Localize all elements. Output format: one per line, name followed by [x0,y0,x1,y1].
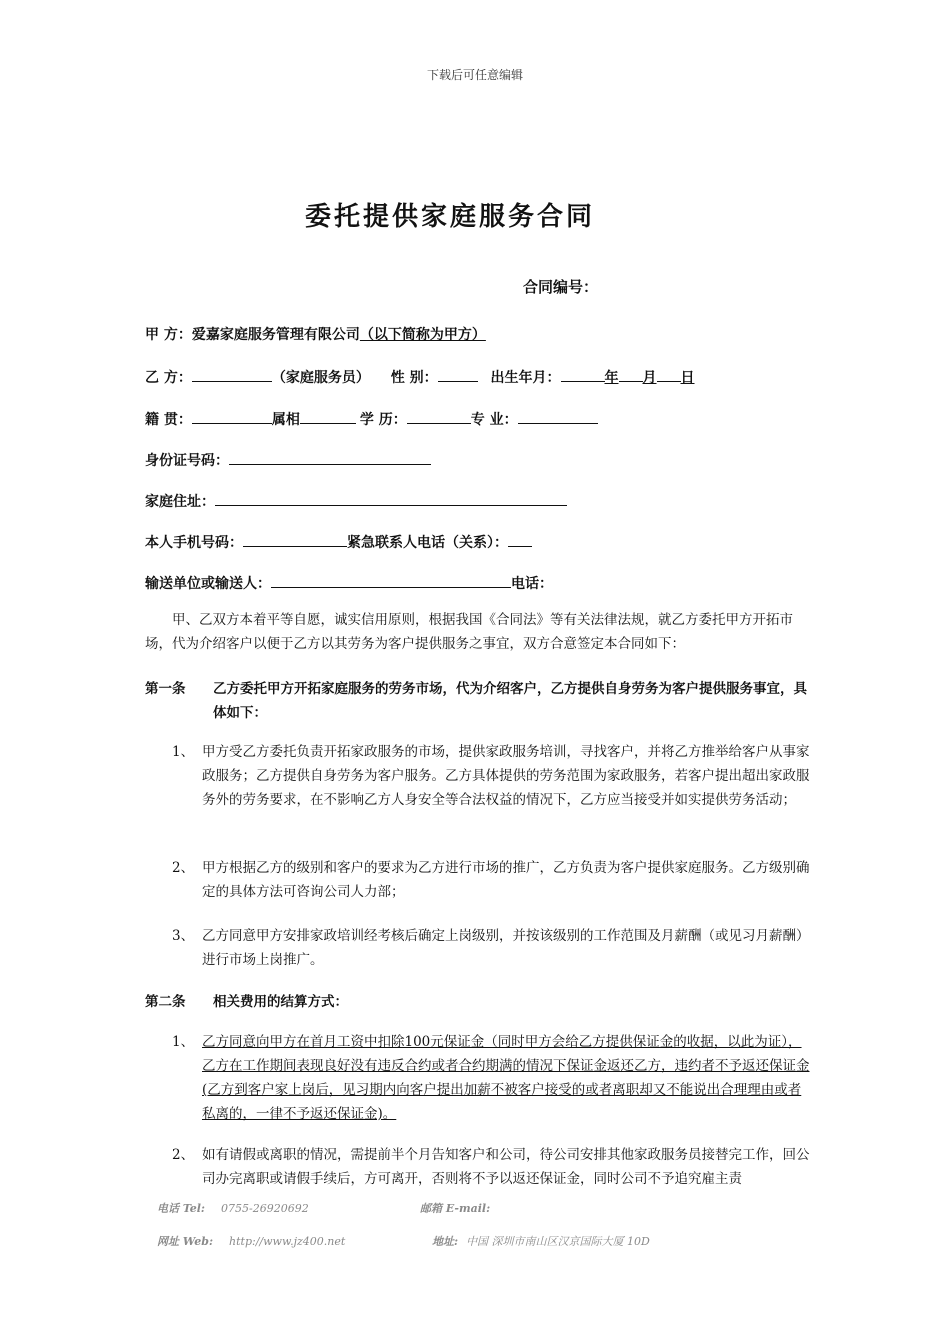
id-blank[interactable] [229,450,431,465]
party-b-row [145,367,695,387]
education-label: 学 历： [359,412,407,428]
article-2-text: 相关费用的结算方式： [213,994,348,1010]
party-a-row [145,324,486,344]
native-place-label: 籍 贯： [145,412,192,428]
emergency-contact-label: 紧急联系人电话（关系）： [347,535,508,551]
item-number: 3、 [172,928,195,944]
major-label: 专 业： [470,412,518,428]
zodiac-blank[interactable] [300,409,356,424]
item-text: 乙方同意向甲方在首月工资中扣除100元保证金（同时甲方会给乙方提供保证金的收据，以此为证），乙方在工作期间表现良好没有违反合约或者合约期满的情况下保证金返还乙方，违约者不予返还保证金(乙方到客户家上岗后，见习期内向客户提出加薪不被客户接受的或者离职却又不能说出合理理由或者私离的，一律不予返还保证金)。 [202,1034,810,1122]
address-blank[interactable] [215,491,567,506]
address-row [145,491,567,511]
party-a-name: 爱嘉家庭服务管理有限公司 [191,327,360,343]
gender-label: 性 别： [390,370,438,386]
article-2-heading [145,990,815,1014]
sender-blank[interactable] [271,573,511,588]
item-number: 2、 [172,860,195,876]
birth-label: 出生年月： [490,370,561,386]
footer-tel-value: 0755-26920692 [221,1202,309,1215]
footer-tel-label: 电话 Tel: [157,1202,205,1215]
birth-month-label: 月 [642,370,657,386]
party-b-label: 乙 方： [145,370,192,386]
party-b-role: （家庭服务员） [271,370,370,386]
major-blank[interactable] [518,409,598,424]
footer-address [432,1233,650,1249]
header-note: 下载后可任意编辑 [426,68,523,82]
footer-web-label: 网址 Web: [157,1235,214,1248]
footer-address-value: 中国 深圳市南山区汉京国际大厦 10D [466,1235,650,1248]
gender-blank[interactable] [438,367,478,382]
party-b-name-blank[interactable] [192,367,272,382]
birth-day-label: 日 [680,370,695,386]
native-place-row [145,409,598,429]
page-title: 委托提供家庭服务合同 [304,202,595,232]
article-2-item [172,1030,812,1126]
party-a-suffix: （以下简称为甲方） [359,327,486,343]
article-1-item [172,856,812,904]
article-1-heading [145,677,815,725]
sender-row [145,573,553,593]
birth-day-blank[interactable] [657,367,681,382]
birth-year-label: 年 [604,370,619,386]
native-place-blank[interactable] [192,409,272,424]
intro-paragraph: 甲、乙双方本着平等自愿，诚实信用原则，根据我国《合同法》等有关法律法规，就乙方委托甲方开拓市场，代为介绍客户以便于乙方以其劳务为客户提供服务之事宜，双方合意签定本合同如下： [145,612,793,652]
footer-email [420,1200,506,1216]
footer-web [157,1233,345,1249]
footer-tel [157,1200,309,1216]
birth-year-blank[interactable] [561,367,605,382]
footer-email-label: 邮箱 E-mail: [420,1202,491,1215]
item-text: 甲方受乙方委托负责开拓家政服务的市场，提供家政服务培训，寻找客户，并将乙方推举给客户从事家政服务；乙方提供自身劳务为客户服务。乙方具体提供的劳务范围为家政服务，若客户提出超出家政服务外的劳务要求，在不影响乙方人身安全等合法权益的情况下，乙方应当接受并如实提供劳务活动； [202,744,810,808]
item-number: 1、 [172,744,195,760]
party-a-label: 甲 方： [145,327,192,343]
sender-label: 输送单位或输送人： [145,576,271,592]
id-row [145,450,431,470]
phone-label: 本人手机号码： [145,535,243,551]
article-2-item [172,1143,812,1191]
contract-number-label: 合同编号： [523,278,599,296]
zodiac-label: 属相 [271,412,300,428]
item-text: 乙方同意甲方安排家政培训经考核后确定上岗级别，并按该级别的工作范围及月薪酬（或见习月薪酬）进行市场上岗推广。 [202,928,810,968]
address-label: 家庭住址： [145,494,215,510]
article-1-text: 乙方委托甲方开拓家庭服务的劳务市场，代为介绍客户，乙方提供自身劳务为客户提供服务事宜，具体如下： [213,681,807,721]
item-text: 如有请假或离职的情况，需提前半个月告知客户和公司，待公司安排其他家政服务员接替完工作，回公司办完离职或请假手续后，方可离开，否则将不予以返还保证金，同时公司不予追究雇主责 [202,1147,810,1187]
article-1-number: 第一条 [145,681,186,697]
item-text: 甲方根据乙方的级别和客户的要求为乙方进行市场的推广，乙方负责为客户提供家庭服务。乙方级别确定的具体方法可咨询公司人力部； [202,860,810,900]
sender-tel-label: 电话： [511,576,553,592]
birth-month-blank[interactable] [619,367,643,382]
footer-web-link[interactable]: http://www.jz400.net [229,1235,346,1248]
item-number: 1、 [172,1034,195,1050]
id-label: 身份证号码： [145,453,229,469]
phone-blank[interactable] [243,532,347,547]
item-number: 2、 [172,1147,195,1163]
article-1-item [172,740,812,812]
footer-address-label: 地址: [432,1235,459,1248]
education-blank[interactable] [407,409,471,424]
phone-row [145,532,532,552]
emergency-contact-blank[interactable] [508,532,532,547]
article-2-number: 第二条 [145,994,186,1010]
article-1-item [172,924,812,972]
